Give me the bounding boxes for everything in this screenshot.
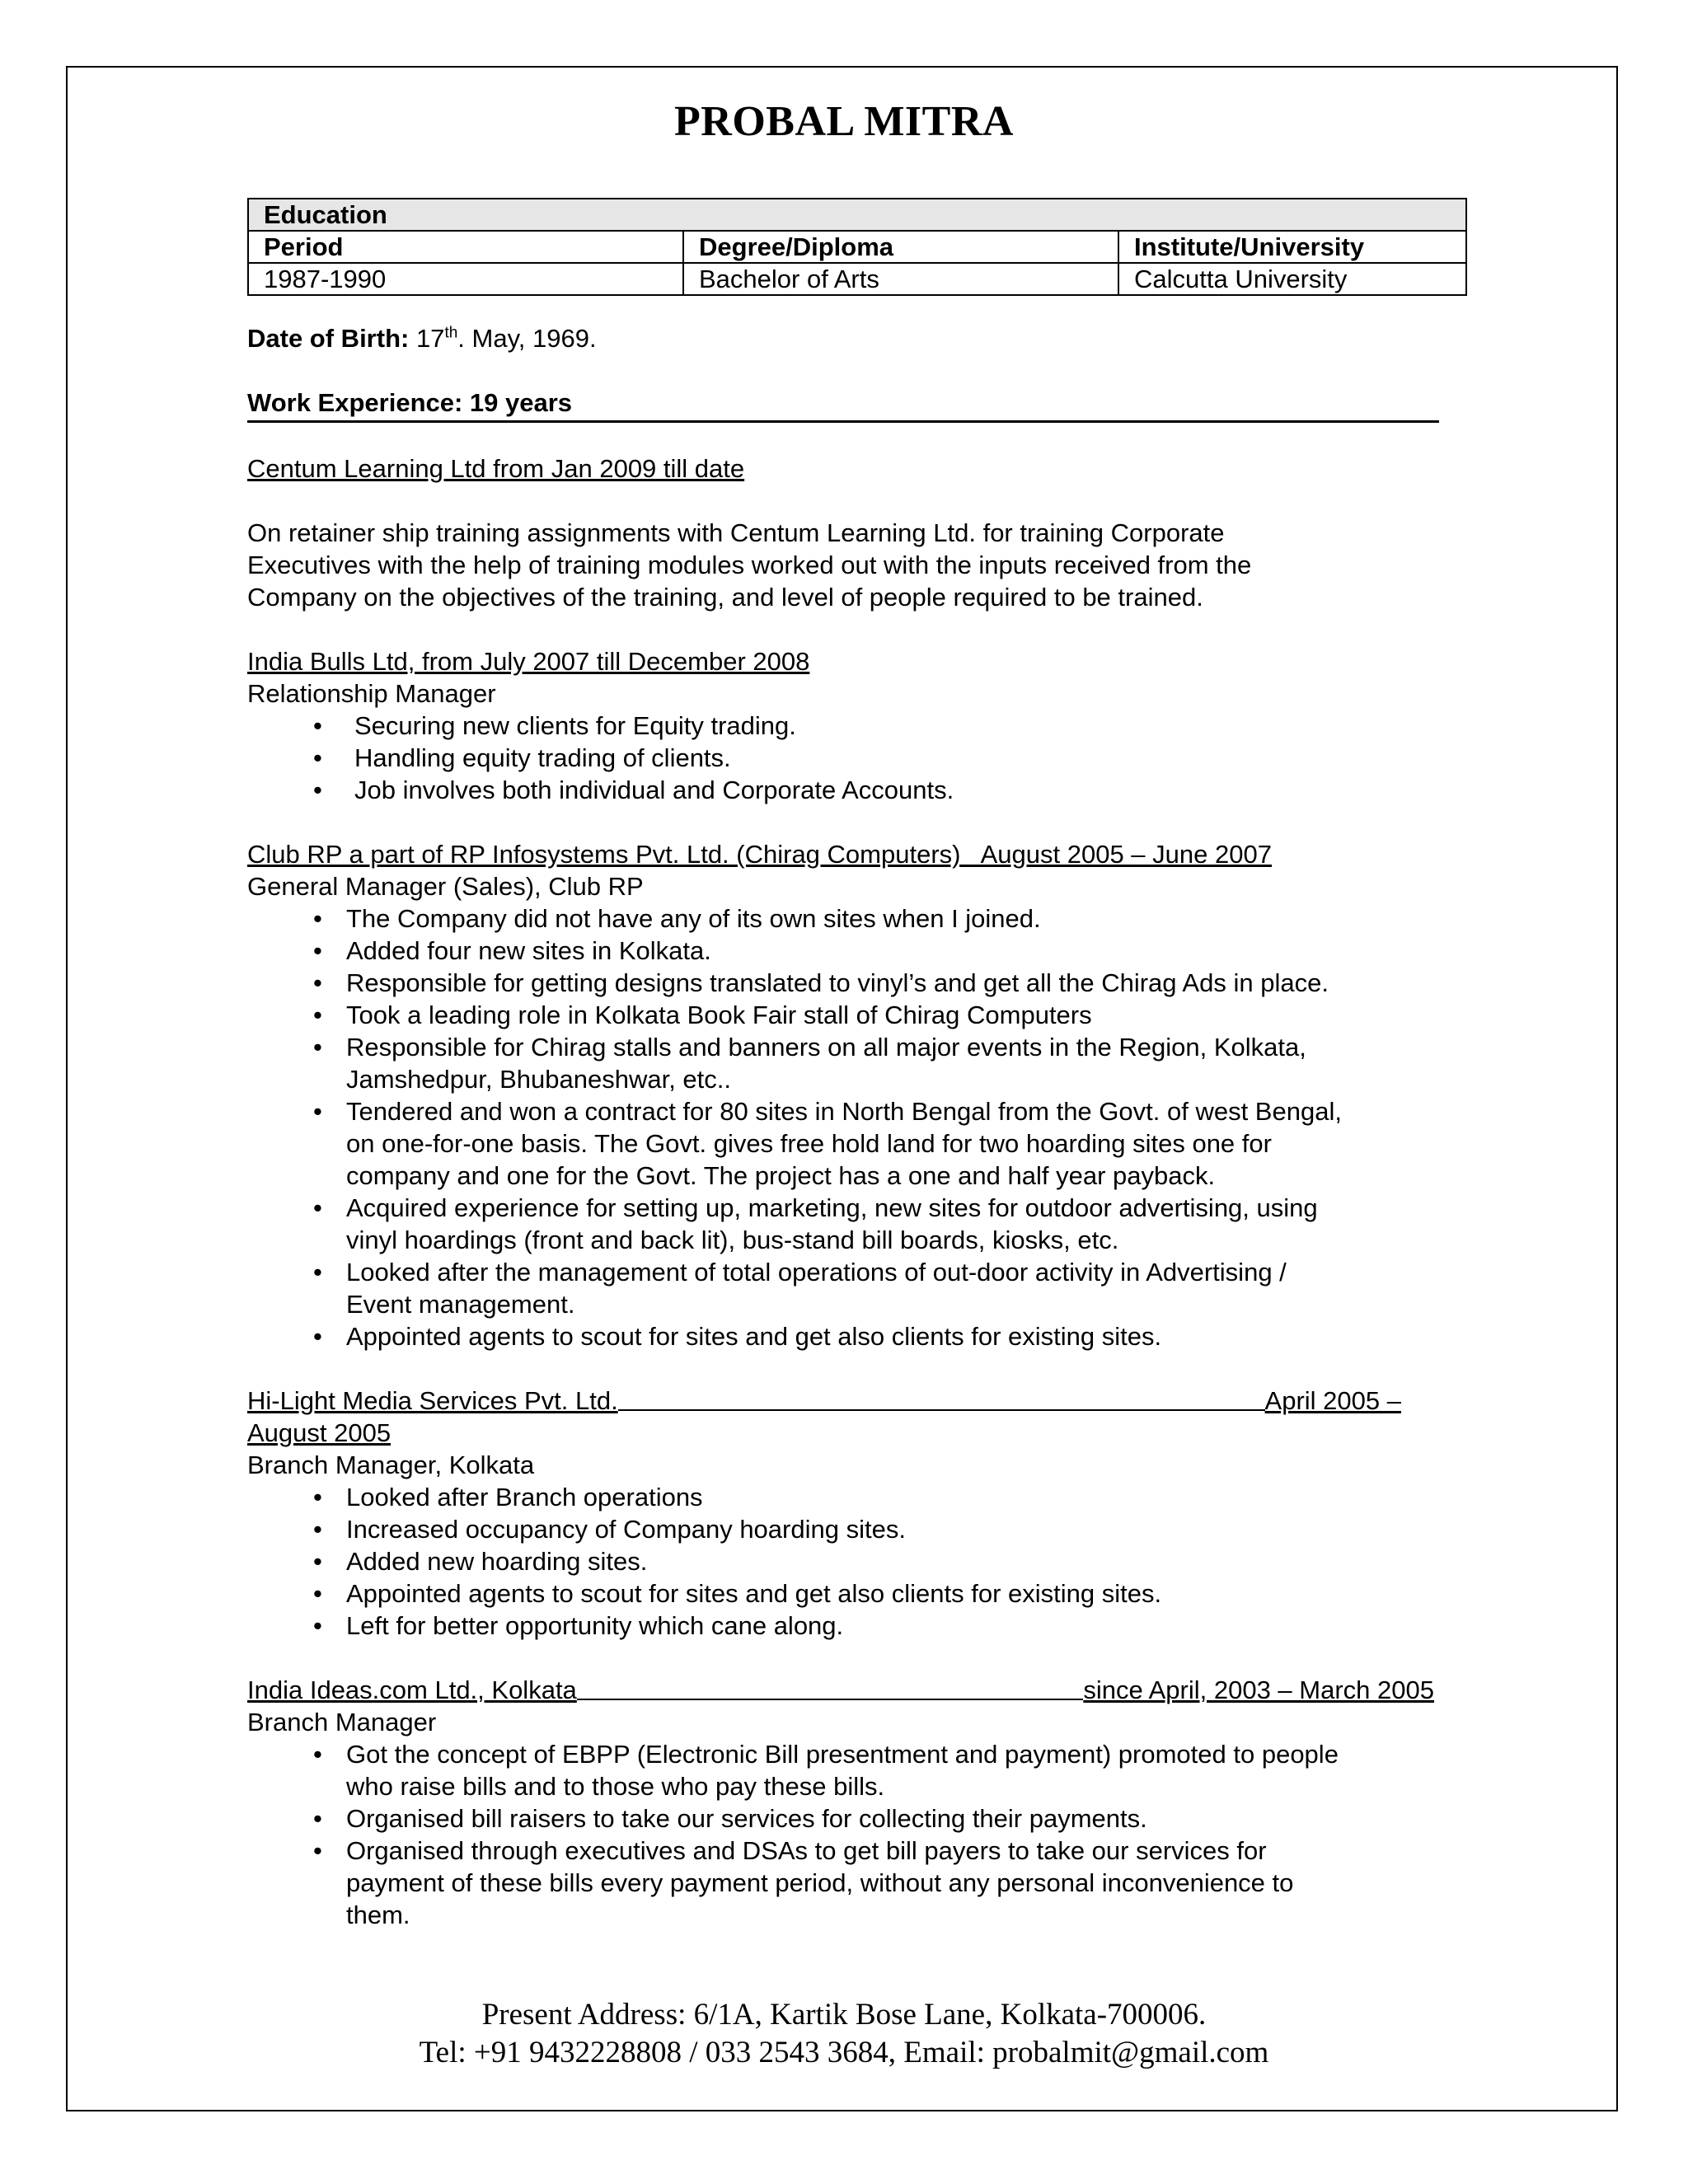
bullet-line: • Responsible for Chirag stalls and banners on all major events in the Region, Kolkata, [346,1033,1306,1062]
job-title-hilight: Hi-Light Media Services Pvt. Ltd. [247,1386,618,1415]
bullet-line: The Company did not have any of its own sites when I joined. [346,904,1041,933]
dob-suffix: th [444,324,458,342]
bullet-line: Appointed agents to scout for sites and get also clients for existing sites. [346,1322,1162,1351]
list-item [247,1802,1467,1835]
bullet-line: • Organised through executives and DSAs to get bill payers to take our services for [346,1836,1267,1865]
bullet-line: Responsible for getting designs translated to vinyl’s and get all the Chirag Ads in place. [346,968,1329,997]
bullet-line: Event management. [346,1290,575,1319]
bullet-line: Organised bill raisers to take our services for collecting their payments. [346,1804,1147,1833]
bullet-line: • Got the concept of EBPP (Electronic Bill presentment and payment) promoted to people [346,1740,1339,1769]
list-item: • Appointed agents to scout for sites and get also clients for existing sites. [247,1577,1467,1610]
date-of-birth [247,322,1467,354]
page-footer [0,1996,1688,2072]
education-institute: Calcutta University [1118,263,1466,295]
list-item [247,1031,1467,1095]
job-role-hilight: Branch Manager, Kolkata [247,1451,535,1479]
list-item: • Handling equity trading of clients. [247,742,1467,774]
column-header-period: Period [248,231,683,263]
dob-label: Date of Birth: [247,324,410,353]
work-experience-heading: Work Experience: 19 years [247,387,1439,423]
underline-fill [618,1385,1265,1411]
job-dates-hilight-start: April 2005 – [1264,1386,1401,1415]
description-line: Company on the objectives of the training, and level of people required to be trained. [247,583,1203,612]
job-role-clubrp: General Manager (Sales), Club RP [247,872,644,901]
education-table [247,198,1467,296]
job-header-hilight [247,1385,1401,1417]
job-title-indiaideas: India Ideas.com Ltd., Kolkata [247,1675,577,1704]
job-bullets-indiaideas [247,1738,1467,1931]
list-item: • Increased occupancy of Company hoarding sites. [247,1513,1467,1545]
job-title-clubrp: Club RP a part of RP Infosystems Pvt. Ltd. (Chirag Computers) August 2005 – June 2007 [247,840,1272,869]
dob-day: 17 [409,324,445,353]
job-dates-indiaideas: since April, 2003 – March 2005 [1083,1675,1434,1704]
column-header-degree: Degree/Diploma [683,231,1118,263]
bullet-line: company and one for the Govt. The project has a one and half year payback. [346,1161,1216,1190]
description-line: Executives with the help of training modules worked out with the inputs received from the [247,551,1252,579]
job-bullets-hilight [247,1481,1467,1642]
job-role-indiaideas: Branch Manager [247,1708,437,1736]
job-bullets-indiabulls [247,710,1467,806]
bullet-line: on one-for-one basis. The Govt. gives free hold land for two hoarding sites one for [346,1129,1272,1158]
list-item [247,999,1467,1031]
underline-fill [577,1674,1084,1700]
column-header-institute: Institute/University [1118,231,1466,263]
list-item [247,967,1467,999]
job-title-indiabulls: India Bulls Ltd, from July 2007 till December 2008 [247,647,810,676]
bullet-line: Jamshedpur, Bhubaneshwar, etc.. [346,1065,732,1094]
bullet-line: • Looked after the management of total operations of out-door activity in Advertising / [346,1258,1287,1286]
bullet-line: payment of these bills every payment period, without any personal inconvenience to [346,1868,1294,1897]
job-bullets-clubrp [247,902,1467,1352]
bullet-line: who raise bills and to those who pay these bills. [346,1772,885,1801]
description-line: On retainer ship training assignments with Centum Learning Ltd. for training Corporate [247,518,1225,547]
list-item [247,902,1467,935]
bullet-line: them. [346,1900,410,1929]
education-period: 1987-1990 [248,263,683,295]
resume-name: PROBAL MITRA [674,98,1014,145]
bullet-line: • Tendered and won a contract for 80 sites in North Bengal from the Govt. of west Bengal, [346,1097,1342,1126]
dob-rest: . May, 1969. [457,324,597,353]
job-header-indiaideas [247,1674,1434,1706]
education-heading: Education [248,199,1466,231]
job-role-indiabulls: Relationship Manager [247,679,496,708]
bullet-line: • Acquired experience for setting up, marketing, new sites for outdoor advertising, using [346,1193,1318,1222]
list-item [247,1192,1467,1256]
list-item [247,1320,1467,1352]
list-item: • Securing new clients for Equity trading. [247,710,1467,742]
list-item [247,1256,1467,1320]
resume-body [247,198,1467,1931]
education-degree: Bachelor of Arts [683,263,1118,295]
job-dates-hilight-end: August 2005 [247,1418,392,1447]
list-item: • Looked after Branch operations [247,1481,1467,1513]
footer-contact: Tel: +91 9432228808 / 033 2543 3684, Email: probalmit@gmail.com [419,2036,1269,2069]
bullet-line: Added four new sites in Kolkata. [346,936,711,965]
list-item [247,1835,1467,1931]
list-item [247,1095,1467,1192]
list-item: • Left for better opportunity which cane along. [247,1610,1467,1642]
list-item [247,935,1467,967]
bullet-line: Took a leading role in Kolkata Book Fair stall of Chirag Computers [346,1001,1092,1029]
list-item [247,1738,1467,1802]
list-item: • Job involves both individual and Corporate Accounts. [247,774,1467,806]
footer-address: Present Address: 6/1A, Kartik Bose Lane, Kolkata-700006. [481,1998,1207,2032]
job-description-centum [247,517,1467,613]
job-title-centum: Centum Learning Ltd from Jan 2009 till date [247,454,745,483]
bullet-line: vinyl hoardings (front and back lit), bus-stand bill boards, kiosks, etc. [346,1226,1119,1254]
list-item: • Added new hoarding sites. [247,1545,1467,1577]
